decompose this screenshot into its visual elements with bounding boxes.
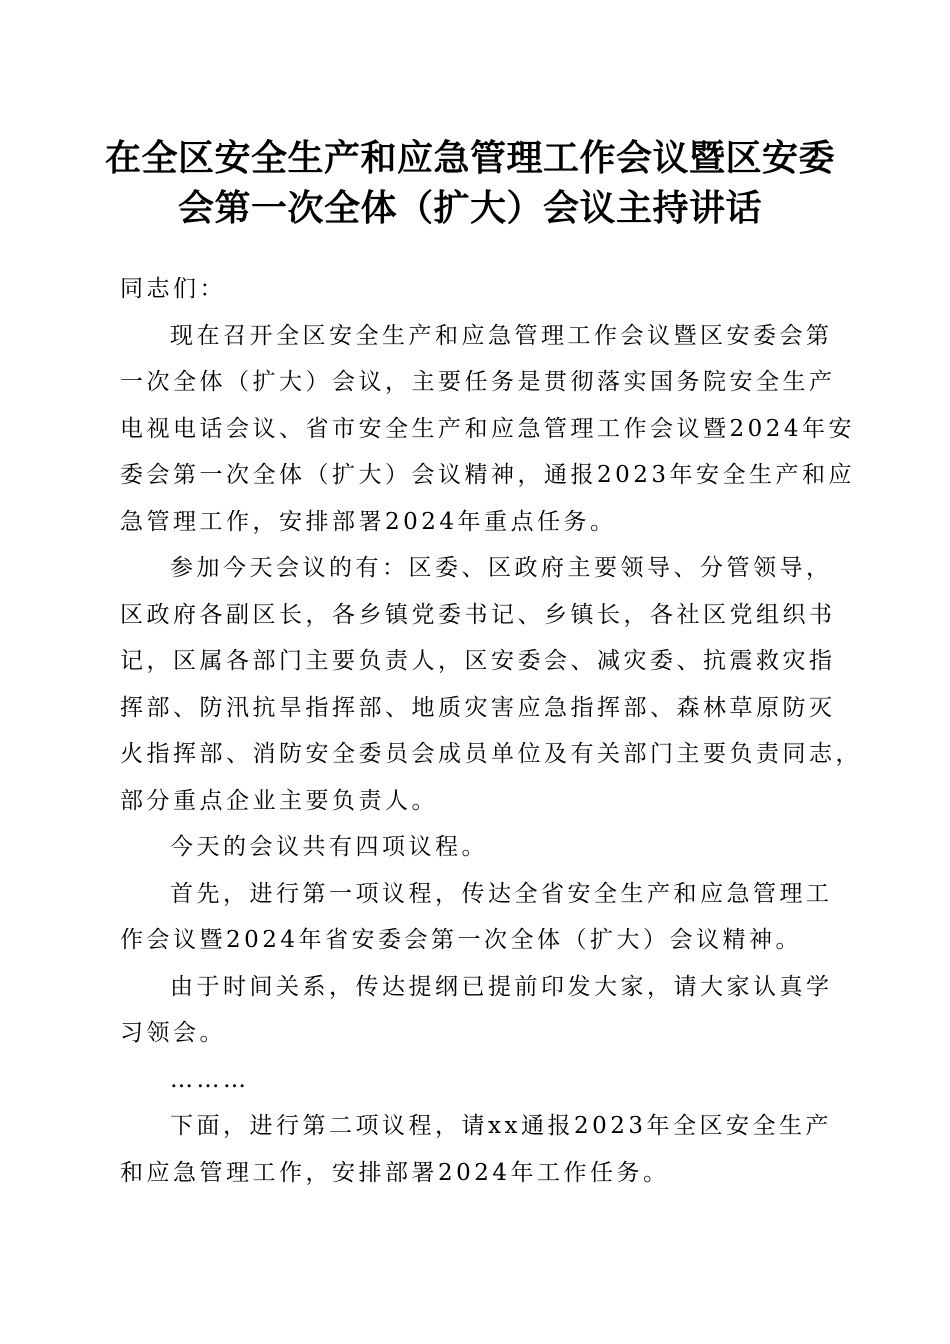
paragraph-line: 现在召开全区安全生产和应急管理工作会议暨区安委会第 <box>170 322 833 349</box>
paragraph-line: 一次全体（扩大）会议，主要任务是贯彻落实国务院安全生产 <box>120 369 836 395</box>
title-line: 会第一次全体（扩大）会议主持讲话 <box>177 187 762 229</box>
ellipsis-line: ……… <box>170 1066 250 1093</box>
paragraph-line: 区政府各副区长，各乡镇党委书记、乡镇长，各社区党组织书 <box>120 601 836 628</box>
paragraph-ellipsis <box>120 1057 832 1104</box>
salutation: 同志们： <box>120 276 226 302</box>
paragraph-line: 参加今天会议的有：区委、区政府主要领导、分管领导， <box>170 555 833 581</box>
paragraph-agenda-second <box>120 1103 832 1196</box>
paragraph-line: 电视电话会议、省市安全生产和应急管理工作会议暨2024年安 <box>120 415 856 442</box>
document-body <box>120 266 862 1196</box>
paragraph-line: 部分重点企业主要负责人。 <box>120 787 438 814</box>
paragraph-agenda-count <box>120 824 832 871</box>
paragraph-line: 由于时间关系，传达提纲已提前印发大家，请大家认真学 <box>170 973 833 1000</box>
paragraph-line: 火指挥部、消防安全委员会成员单位及有关部门主要负责同志， <box>120 741 862 767</box>
paragraph-line: 委会第一次全体（扩大）会议精神，通报2023年安全生产和应 <box>120 462 856 488</box>
paragraph-time-note <box>120 964 832 1057</box>
document-title <box>100 133 840 233</box>
title-line: 在全区安全生产和应急管理工作会议暨区安委 <box>104 137 835 179</box>
paragraph-line: 下面，进行第二项议程，请xx通报2023年全区安全生产 <box>170 1113 832 1139</box>
paragraph-line: 作会议暨2024年省安委会第一次全体（扩大）会议精神。 <box>120 927 803 953</box>
paragraph-attendees <box>120 545 862 824</box>
paragraph-line: 急管理工作，安排部署2024年重点任务。 <box>120 508 617 535</box>
paragraph-line: 首先，进行第一项议程，传达全省安全生产和应急管理工 <box>170 880 833 907</box>
paragraph-line: 习领会。 <box>120 1020 226 1046</box>
paragraph-agenda-first <box>120 871 832 964</box>
paragraph-opening <box>120 313 856 546</box>
paragraph-line: 挥部、防汛抗旱指挥部、地质灾害应急指挥部、森林草原防灭 <box>120 694 836 721</box>
paragraph-line: 和应急管理工作，安排部署2024年工作任务。 <box>120 1159 670 1186</box>
paragraph-line: 记，区属各部门主要负责人，区安委会、减灾委、抗震救灾指 <box>120 648 836 674</box>
paragraph-line: 今天的会议共有四项议程。 <box>170 834 488 860</box>
